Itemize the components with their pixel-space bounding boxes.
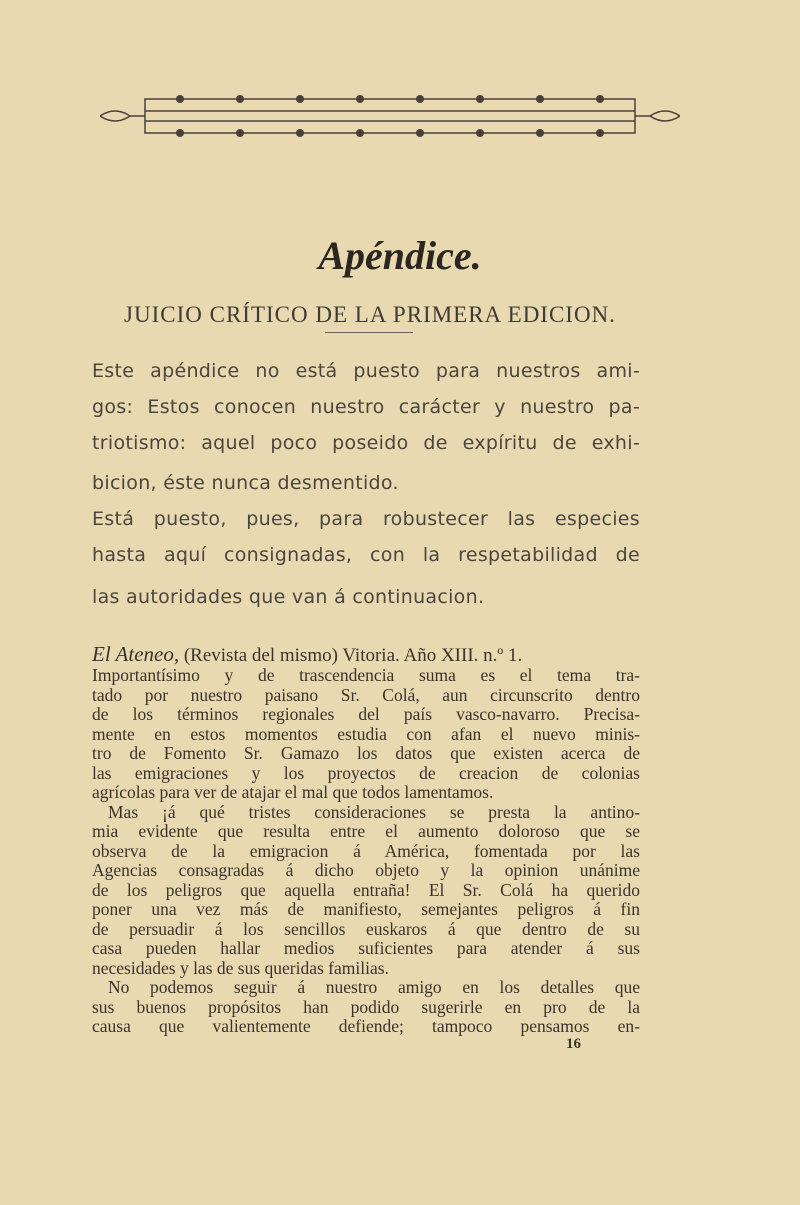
review-line: sus buenos propósitos han podido sugerirle en pro de la: [92, 996, 640, 1017]
review-line: causa que valientemente defiende; tampoco pensamos en-: [92, 1016, 640, 1036]
section-subtitle: JUICIO CRÍTICO DE LA PRIMERA EDICION.: [124, 302, 616, 327]
review-line: tro de Fomento Sr. Gamazo los datos que existen acerca de: [92, 743, 640, 763]
intro-line: bicion, éste nunca desmentido.: [92, 472, 399, 494]
intro-line: hasta aquí consignadas, con la respetabilidad de: [92, 544, 640, 566]
citation-source: El Ateneo,: [92, 642, 180, 666]
review-line: Agencias consagradas á dicho objeto y la opinion unánime: [92, 860, 640, 880]
review-line: mente en estos momentos estudia con afan el nuevo minis-: [92, 723, 640, 744]
review-line: poner una vez más de manifiesto, semejantes peligros á fin: [92, 899, 640, 919]
intro-line: Está puesto, pues, para robustecer las especies: [92, 508, 640, 530]
citation-details: (Revista del mismo) Vitoria. Año XIII. n.º 1.: [183, 645, 523, 666]
intro-line: triotismo: aquel poco poseido de expíritu de exhi-: [92, 432, 640, 454]
review-line: agrícolas para ver de atajar el mal que todos lamentamos.: [92, 782, 494, 802]
page-number: 16: [566, 1036, 581, 1052]
review-line: mia evidente que resulta entre el aumento doloroso que se: [92, 821, 640, 841]
intro-line: gos: Estos conocen nuestro carácter y nuestro pa-: [92, 396, 640, 418]
review-line: de los términos regionales del país vasco-navarro. Precisa-: [92, 704, 640, 724]
review-line: casa pueden hallar medios suficientes para atender á sus: [92, 938, 640, 958]
decorative-border-ornament: [100, 85, 680, 145]
review-line: No podemos seguir á nuestro amigo en los detalles que: [108, 977, 640, 997]
review-line: Mas ¡á qué tristes consideraciones se presta la antino-: [108, 801, 640, 822]
review-line: observa de la emigracion á América, fomentada por las: [92, 840, 640, 861]
divider: [325, 332, 413, 333]
intro-line: Este apéndice no está puesto para nuestros ami-: [92, 360, 640, 382]
review-line: Importantísimo y de trascendencia suma es el tema tra-: [92, 665, 640, 685]
review-line: necesidades y las de sus queridas familias.: [92, 957, 389, 978]
review-line: de persuadir á los sencillos euskaros á que dentro de su: [92, 918, 640, 939]
intro-line: las autoridades que van á continuacion.: [92, 586, 485, 608]
citation: [92, 642, 640, 667]
review-line: tado por nuestro paisano Sr. Colá, aun circunscrito dentro: [92, 684, 640, 705]
review-line: las emigraciones y los proyectos de creacion de colonias: [92, 762, 640, 783]
review-line: de los peligros que aquella entraña! El Sr. Colá ha querido: [92, 879, 640, 900]
page-title: Apéndice.: [318, 233, 482, 278]
